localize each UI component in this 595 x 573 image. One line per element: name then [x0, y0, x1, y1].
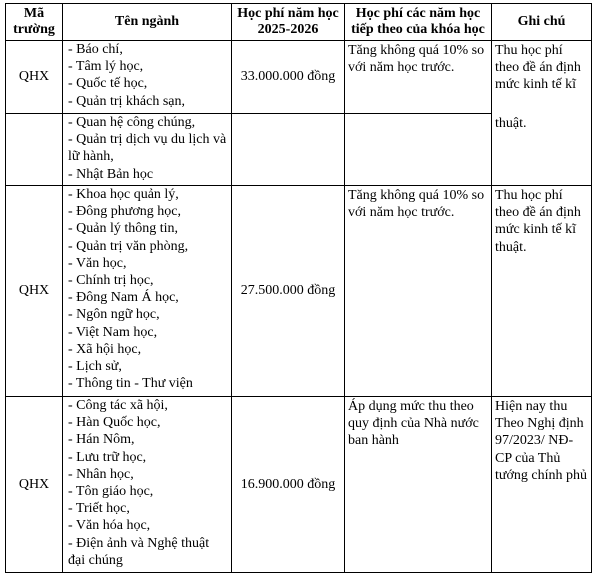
major-item: - Nhật Bản học	[68, 166, 154, 182]
table-row	[6, 41, 592, 114]
major-item: - Nhân học,	[68, 466, 134, 482]
table-row	[6, 186, 592, 397]
school-code: QHX	[6, 397, 63, 573]
major-item: - Xã hội học,	[68, 341, 142, 357]
major-item: - Hàn Quốc học,	[68, 415, 161, 431]
major-item: - Ngôn ngữ học,	[68, 307, 160, 323]
increase-policy: Tăng không quá 10% so với năm học trước.	[345, 41, 492, 114]
major-item: - Quốc tế học,	[68, 76, 148, 92]
major-item: - Quản trị dịch vụ du lịch và lữ hành,	[68, 132, 227, 165]
note-text: Hiện nay thu Theo Nghị định 97/2023/ NĐ-CP của Thủ tướng chính phủ	[492, 397, 592, 573]
major-item: - Khoa học quản lý,	[68, 187, 179, 202]
majors-cell	[63, 186, 232, 397]
header-note: Ghi chú	[492, 4, 592, 41]
fee-value: 16.900.000 đồng	[232, 397, 345, 573]
major-item: - Quan hệ công chúng,	[68, 115, 196, 130]
majors-cell	[63, 114, 232, 186]
header-fee: Học phí năm học 2025-2026	[232, 4, 345, 41]
major-item: - Lưu trữ học,	[68, 449, 147, 465]
major-item: - Đông phương học,	[68, 204, 181, 220]
major-item: - Lịch sử,	[68, 359, 122, 375]
table-row	[6, 114, 592, 186]
increase-policy: Áp dụng mức thu theo quy định của Nhà nước ban hành	[345, 397, 492, 573]
major-item: - Tôn giáo học,	[68, 484, 154, 500]
major-item: - Công tác xã hội,	[68, 398, 168, 413]
major-item: - Văn hóa học,	[68, 518, 151, 534]
major-item: - Quản trị khách sạn,	[68, 93, 186, 109]
major-item: - Đông Nam Á học,	[68, 290, 179, 306]
header-row	[6, 4, 592, 41]
majors-cell	[63, 41, 232, 114]
note-text: thuật.	[492, 114, 592, 186]
school-code: QHX	[6, 41, 63, 114]
major-item: - Việt Nam học,	[68, 324, 158, 340]
fee-value: 27.500.000 đồng	[232, 186, 345, 397]
header-increase: Học phí các năm học tiếp theo của khóa học	[345, 4, 492, 41]
major-item: - Điện ảnh và Nghệ thuật đại chúng	[68, 535, 210, 568]
major-item: - Quản trị văn phòng,	[68, 238, 189, 254]
major-item: - Báo chí,	[68, 42, 123, 57]
header-code: Mã trường	[6, 4, 63, 41]
table-row	[6, 397, 592, 573]
major-item: - Quản lý thông tin,	[68, 221, 179, 237]
increase-policy: Tăng không quá 10% so với năm học trước.	[345, 186, 492, 397]
note-text: Thu học phí theo đề án định mức kinh tế kĩ thuật.	[492, 186, 592, 397]
major-item: - Tâm lý học,	[68, 59, 144, 75]
school-code: QHX	[6, 186, 63, 397]
major-item: - Thông tin - Thư viện	[68, 376, 193, 392]
note-text: Thu học phí theo đề án định mức kinh tế kĩ	[492, 41, 592, 114]
tuition-table	[5, 3, 592, 573]
fee-value: 33.000.000 đồng	[232, 41, 345, 114]
major-item: - Chính trị học,	[68, 273, 154, 289]
majors-cell	[63, 397, 232, 573]
major-item: - Văn học,	[68, 255, 127, 271]
major-item: - Triết học,	[68, 501, 130, 517]
major-item: - Hán Nôm,	[68, 432, 135, 448]
header-major: Tên ngành	[63, 4, 232, 41]
